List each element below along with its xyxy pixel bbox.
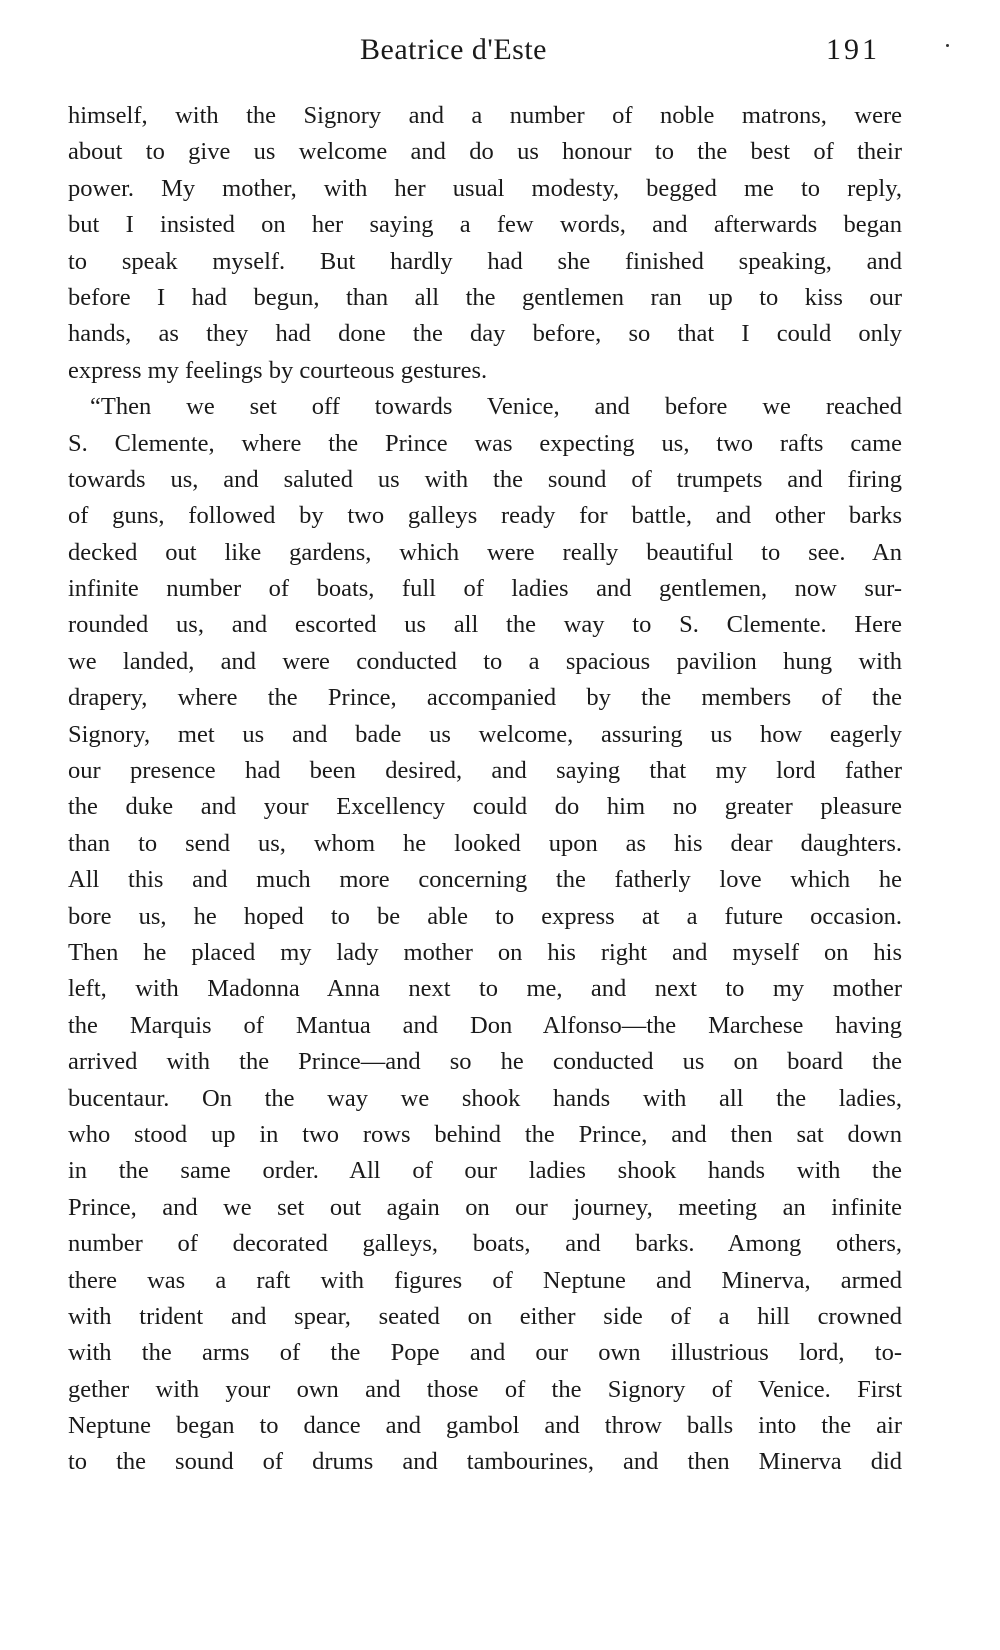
text-line: before I had begun, than all the gentlemen ran up to kiss our <box>68 283 902 311</box>
text-line: decked out like gardens, which were really beautiful to see. An <box>68 538 902 566</box>
text-line: rounded us, and escorted us all the way to S. Clemente. Here <box>68 611 902 639</box>
text-line: the Marquis of Mantua and Don Alfonso—the Marchese having <box>68 1011 902 1039</box>
text-line: bucentaur. On the way we shook hands with all the ladies, <box>68 1084 902 1112</box>
text-line: himself, with the Signory and a number of noble matrons, were <box>68 102 902 129</box>
text-line: but I insisted on her saying a few words, and afterwards began <box>68 211 902 239</box>
text-line: Then he placed my lady mother on his right and myself on his <box>68 938 902 966</box>
text-line: gether with your own and those of the Signory of Venice. First <box>68 1375 902 1403</box>
text-line: Signory, met us and bade us welcome, assuring us how eagerly <box>68 720 902 748</box>
text-line: who stood up in two rows behind the Prince, and then sat down <box>68 1120 902 1148</box>
text-line: our presence had been desired, and saying that my lord father <box>68 757 902 785</box>
text-line: to the sound of drums and tambourines, and then Minerva did <box>68 1448 902 1476</box>
text-line: with the arms of the Pope and our own illustrious lord, to- <box>68 1339 902 1367</box>
text-line: to speak myself. But hardly had she finished speaking, and <box>68 247 902 275</box>
text-line: towards us, and saluted us with the sound of trumpets and firing <box>68 465 902 493</box>
text-line: S. Clemente, where the Prince was expecting us, two rafts came <box>68 429 902 457</box>
body-text <box>68 98 902 1481</box>
scan-speck <box>946 44 949 47</box>
text-line: left, with Madonna Anna next to me, and next to my mother <box>68 975 902 1003</box>
text-line: there was a raft with figures of Neptune and Minerva, armed <box>68 1266 902 1294</box>
text-line: infinite number of boats, full of ladies and gentlemen, now sur- <box>68 575 902 603</box>
text-line: about to give us welcome and do us honour to the best of their <box>68 138 902 166</box>
text-line: of guns, followed by two galleys ready for battle, and other barks <box>68 502 902 530</box>
running-head: Beatrice d'Este <box>360 33 547 66</box>
page-header <box>0 28 1000 72</box>
text-line: arrived with the Prince—and so he conducted us on board the <box>68 1048 902 1076</box>
text-line: drapery, where the Prince, accompanied by the members of the <box>68 684 902 712</box>
text-line: we landed, and were conducted to a spacious pavilion hung with <box>68 647 902 675</box>
text-line: power. My mother, with her usual modesty, begged me to reply, <box>68 174 902 202</box>
text-line: in the same order. All of our ladies shook hands with the <box>68 1157 902 1185</box>
text-line: Neptune began to dance and gambol and throw balls into the air <box>68 1412 902 1440</box>
text-line: than to send us, whom he looked upon as his dear daughters. <box>68 829 902 857</box>
text-line: hands, as they had done the day before, so that I could only <box>68 320 902 348</box>
paragraph-start-line: “Then we set off towards Venice, and before we reached <box>90 393 902 421</box>
text-line: All this and much more concerning the fatherly love which he <box>68 866 902 894</box>
text-line: number of decorated galleys, boats, and barks. Among others, <box>68 1230 902 1258</box>
text-line: bore us, he hoped to be able to express at a future occasion. <box>68 902 902 930</box>
text-line: the duke and your Excellency could do him no greater pleasure <box>68 793 902 821</box>
paragraph-end-line: express my feelings by courteous gestures. <box>68 356 488 384</box>
text-line: Prince, and we set out again on our journey, meeting an infinite <box>68 1193 902 1221</box>
text-line: with trident and spear, seated on either side of a hill crowned <box>68 1302 902 1330</box>
page-number: 191 <box>826 33 880 66</box>
